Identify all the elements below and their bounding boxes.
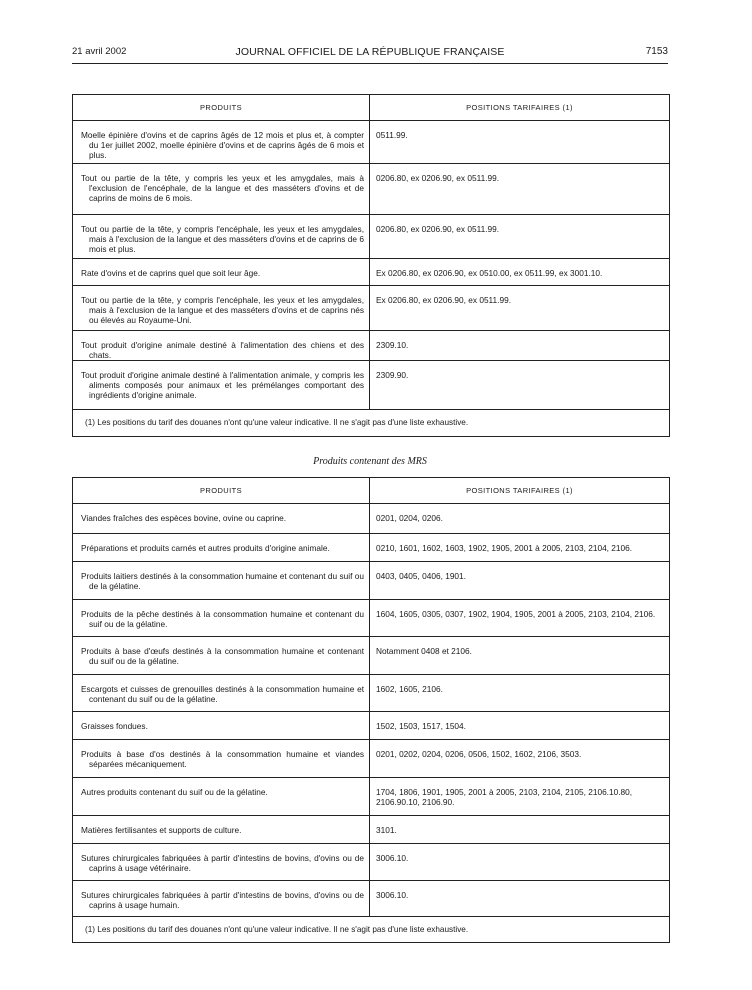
positions-cell: 0210, 1601, 1602, 1603, 1902, 1905, 2001 à 2005, 2103, 2104, 2106.: [370, 534, 670, 562]
positions-cell: 0206.80, ex 0206.90, ex 0511.99.: [370, 164, 670, 215]
table-footnote: (1) Les positions du tarif des douanes n'ont qu'une valeur indicative. Il ne s'agit pas d'une liste exhaustive.: [73, 917, 670, 943]
positions-cell: Notamment 0408 et 2106.: [370, 637, 670, 675]
table-caption: Produits contenant des MRS: [313, 456, 427, 467]
table-row: [73, 504, 670, 534]
table-row: [73, 675, 670, 712]
header-rule: [72, 63, 668, 64]
product-cell: Moelle épinière d'ovins et de caprins âgés de 12 mois et plus et, à compter du 1er juillet 2002, moelle épinière d'ovins et de caprins âgés de 6 mois et plus.: [73, 121, 370, 164]
table-row: [73, 881, 670, 917]
positions-cell: 1602, 1605, 2106.: [370, 675, 670, 712]
product-cell: Sutures chirurgicales fabriquées à partir d'intestins de bovins, d'ovins ou de caprins à usage vétérinaire.: [73, 844, 370, 881]
column-header-products: PRODUITS: [73, 95, 370, 121]
table-row: [73, 286, 670, 331]
table-row: [73, 534, 670, 562]
table-row: [73, 331, 670, 361]
product-cell: Tout ou partie de la tête, y compris l'encéphale, les yeux et les amygdales, mais à l'exclusion de la langue et des masséters d'ovins et de caprins de 6 mois et plus.: [73, 215, 370, 259]
table-row: [73, 259, 670, 286]
positions-cell: 0511.99.: [370, 121, 670, 164]
positions-cell: 1502, 1503, 1517, 1504.: [370, 712, 670, 740]
positions-cell: 3006.10.: [370, 881, 670, 917]
page-header: [72, 44, 668, 60]
product-cell: Préparations et produits carnés et autres produits d'origine animale.: [73, 534, 370, 562]
table-row: [73, 164, 670, 215]
table-row: [73, 844, 670, 881]
positions-cell: Ex 0206.80, ex 0206.90, ex 0510.00, ex 0511.99, ex 3001.10.: [370, 259, 670, 286]
positions-cell: 0201, 0204, 0206.: [370, 504, 670, 534]
table-row: [73, 816, 670, 844]
column-header-products: PRODUITS: [73, 478, 370, 504]
table-row: [73, 361, 670, 410]
table-footnote: (1) Les positions du tarif des douanes n'ont qu'une valeur indicative. Il ne s'agit pas d'une liste exhaustive.: [73, 410, 670, 437]
product-cell: Graisses fondues.: [73, 712, 370, 740]
positions-cell: 2309.10.: [370, 331, 670, 361]
product-cell: Produits de la pêche destinés à la consommation humaine et contenant du suif ou de la gélatine.: [73, 600, 370, 637]
positions-cell: 3006.10.: [370, 844, 670, 881]
product-cell: Tout ou partie de la tête, y compris l'encéphale, les yeux et les amygdales, mais à l'exclusion de la langue et des masséters d'ovins et de caprins nés ou élevés au Royaume-Uni.: [73, 286, 370, 331]
table-row: [73, 600, 670, 637]
positions-cell: 3101.: [370, 816, 670, 844]
positions-cell: 0206.80, ex 0206.90, ex 0511.99.: [370, 215, 670, 259]
table-row: [73, 712, 670, 740]
positions-cell: 1604, 1605, 0305, 0307, 1902, 1904, 1905, 2001 à 2005, 2103, 2104, 2106.: [370, 600, 670, 637]
product-cell: Tout produit d'origine animale destiné à l'alimentation animale, y compris les aliments composés pour animaux et les prémélanges comportant des ingrédients d'origine animale.: [73, 361, 370, 410]
product-cell: Sutures chirurgicales fabriquées à partir d'intestins de bovins, d'ovins ou de caprins à usage humain.: [73, 881, 370, 917]
positions-cell: Ex 0206.80, ex 0206.90, ex 0511.99.: [370, 286, 670, 331]
product-cell: Rate d'ovins et de caprins quel que soit leur âge.: [73, 259, 370, 286]
tarif-table-2: [72, 477, 670, 943]
journal-title: JOURNAL OFFICIEL DE LA RÉPUBLIQUE FRANÇAISE: [235, 46, 505, 58]
table-row: [73, 215, 670, 259]
product-cell: Escargots et cuisses de grenouilles destinés à la consommation humaine et contenant du suif ou de la gélatine.: [73, 675, 370, 712]
product-cell: Tout ou partie de la tête, y compris les yeux et les amygdales, mais à l'exclusion de l'encéphale, de la langue et des masséters d'ovins et de caprins de moins de 6 mois.: [73, 164, 370, 215]
product-cell: Tout produit d'origine animale destiné à l'alimentation des chiens et des chats.: [73, 331, 370, 361]
positions-cell: 1704, 1806, 1901, 1905, 2001 à 2005, 2103, 2104, 2105, 2106.10.80, 2106.90.10, 2106.90.: [370, 778, 670, 816]
product-cell: Produits à base d'os destinés à la consommation humaine et viandes séparées mécaniquement.: [73, 740, 370, 778]
product-cell: Matières fertilisantes et supports de culture.: [73, 816, 370, 844]
column-header-positions: POSITIONS TARIFAIRES (1): [370, 95, 670, 121]
table-row: [73, 121, 670, 164]
positions-cell: 0201, 0202, 0204, 0206, 0506, 1502, 1602, 2106, 3503.: [370, 740, 670, 778]
product-cell: Viandes fraîches des espèces bovine, ovine ou caprine.: [73, 504, 370, 534]
column-header-positions: POSITIONS TARIFAIRES (1): [370, 478, 670, 504]
table-row: [73, 562, 670, 600]
table-row: [73, 778, 670, 816]
table-row: [73, 740, 670, 778]
table-row: [73, 637, 670, 675]
tarif-table-1: [72, 94, 670, 437]
product-cell: Produits laitiers destinés à la consommation humaine et contenant du suif ou de la gélatine.: [73, 562, 370, 600]
positions-cell: 0403, 0405, 0406, 1901.: [370, 562, 670, 600]
product-cell: Autres produits contenant du suif ou de la gélatine.: [73, 778, 370, 816]
publication-date: 21 avril 2002: [72, 46, 127, 57]
positions-cell: 2309.90.: [370, 361, 670, 410]
product-cell: Produits à base d'œufs destinés à la consommation humaine et contenant du suif ou de la gélatine.: [73, 637, 370, 675]
page-number: 7153: [645, 46, 668, 57]
